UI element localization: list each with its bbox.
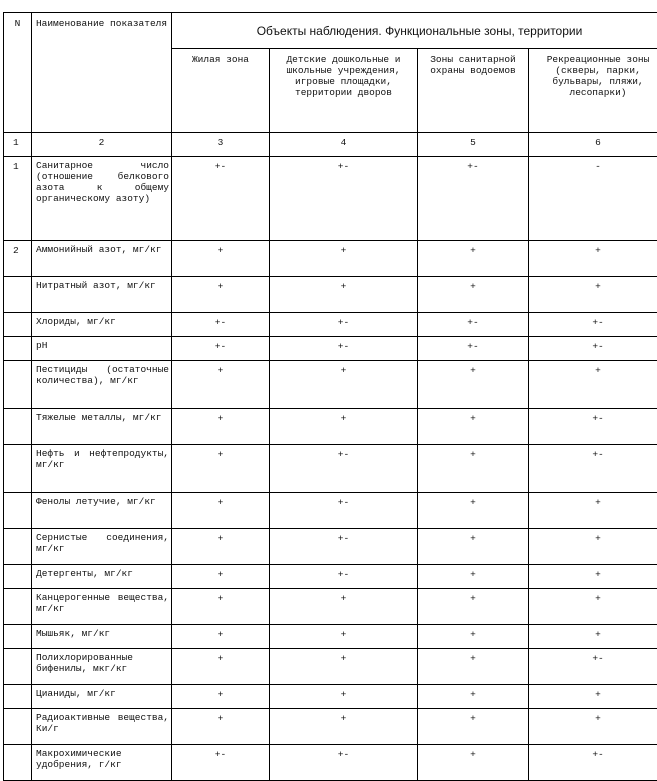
- table-row: [4, 565, 657, 589]
- table-row: [4, 277, 657, 313]
- zone-value: +-: [172, 337, 270, 361]
- row-number: [4, 529, 32, 565]
- zone-value: +: [529, 277, 657, 313]
- indicators-table: [3, 12, 657, 781]
- table-row: [4, 337, 657, 361]
- zone-value: +: [418, 565, 529, 589]
- header-zone-recreation: Рекреационные зоны (скверы, парки, бульвары, пляжи, лесопарки): [529, 49, 657, 133]
- zone-value: +-: [172, 313, 270, 337]
- zone-value: +-: [270, 529, 418, 565]
- zone-value: +: [418, 445, 529, 493]
- indicator-name: Полихлорированные бифенилы, мкг/кг: [32, 649, 172, 685]
- zone-value: +: [418, 625, 529, 649]
- zone-value: +: [172, 361, 270, 409]
- column-number: 1: [4, 133, 32, 157]
- row-number: [4, 589, 32, 625]
- column-number-row: [4, 133, 657, 157]
- zone-value: +: [172, 409, 270, 445]
- column-number: 3: [172, 133, 270, 157]
- row-number: [4, 565, 32, 589]
- column-number: 4: [270, 133, 418, 157]
- header-n-cell: N: [4, 13, 32, 133]
- zone-value: +: [529, 565, 657, 589]
- zone-value: +: [270, 409, 418, 445]
- indicator-name: Хлориды, мг/кг: [32, 313, 172, 337]
- indicator-name: Нефть и нефтепродукты, мг/кг: [32, 445, 172, 493]
- zone-value: -: [529, 157, 657, 241]
- row-number: 1: [4, 157, 32, 241]
- zone-value: +-: [529, 313, 657, 337]
- zone-value: +: [418, 709, 529, 745]
- header-name-cell: Наименование показателя: [32, 13, 172, 133]
- indicator-name: Цианиды, мг/кг: [32, 685, 172, 709]
- table-row: [4, 493, 657, 529]
- row-number: [4, 361, 32, 409]
- row-number: [4, 709, 32, 745]
- indicator-name: Аммонийный азот, мг/кг: [32, 241, 172, 277]
- table-row: [4, 409, 657, 445]
- zone-value: +-: [270, 337, 418, 361]
- indicator-name: Макрохимические удобрения, г/кг: [32, 745, 172, 781]
- table-row: [4, 157, 657, 241]
- zone-value: +: [172, 625, 270, 649]
- zone-value: +-: [529, 337, 657, 361]
- zone-value: +: [172, 445, 270, 493]
- zone-value: +: [529, 529, 657, 565]
- row-number: [4, 445, 32, 493]
- indicator-name: Санитарное число (отношение белкового азота к общему органическому азоту): [32, 157, 172, 241]
- zone-value: +: [270, 649, 418, 685]
- zone-value: +: [172, 709, 270, 745]
- indicator-name: Мышьяк, мг/кг: [32, 625, 172, 649]
- row-number: [4, 625, 32, 649]
- zone-value: +: [270, 361, 418, 409]
- zone-value: +: [529, 589, 657, 625]
- zone-value: +: [172, 277, 270, 313]
- zone-value: +: [172, 565, 270, 589]
- document-page: [3, 12, 657, 781]
- indicator-name: Канцерогенные вещества, мг/кг: [32, 589, 172, 625]
- zone-value: +-: [172, 745, 270, 781]
- zone-value: +-: [529, 409, 657, 445]
- zone-value: +-: [270, 313, 418, 337]
- zone-value: +-: [270, 157, 418, 241]
- row-number: [4, 409, 32, 445]
- zone-value: +: [270, 625, 418, 649]
- zone-value: +-: [529, 649, 657, 685]
- zone-value: +: [529, 493, 657, 529]
- table-row: [4, 625, 657, 649]
- indicator-name: Радиоактивные вещества, Ки/г: [32, 709, 172, 745]
- row-number: [4, 649, 32, 685]
- table-row: [4, 649, 657, 685]
- zone-value: +: [529, 709, 657, 745]
- zone-value: +-: [418, 157, 529, 241]
- zone-value: +: [270, 709, 418, 745]
- zone-value: +-: [270, 565, 418, 589]
- zone-value: +: [270, 589, 418, 625]
- zone-value: +: [418, 361, 529, 409]
- zone-value: +: [418, 589, 529, 625]
- zone-value: +: [529, 625, 657, 649]
- column-number: 6: [529, 133, 657, 157]
- zone-value: +: [418, 745, 529, 781]
- indicator-name: Детергенты, мг/кг: [32, 565, 172, 589]
- zone-value: +: [529, 361, 657, 409]
- column-number: 2: [32, 133, 172, 157]
- zone-value: +: [270, 685, 418, 709]
- zone-value: +: [172, 529, 270, 565]
- zone-value: +: [172, 493, 270, 529]
- indicator-name: Сернистые соединения, мг/кг: [32, 529, 172, 565]
- zone-value: +: [418, 529, 529, 565]
- zone-value: +: [270, 277, 418, 313]
- header-row-top: [4, 13, 657, 49]
- zone-value: +-: [529, 445, 657, 493]
- indicator-name: Пестициды (остаточные количества), мг/кг: [32, 361, 172, 409]
- zone-value: +-: [529, 745, 657, 781]
- row-number: [4, 493, 32, 529]
- zone-value: +: [418, 493, 529, 529]
- zone-value: +: [418, 649, 529, 685]
- zone-value: +: [418, 241, 529, 277]
- table-row: [4, 313, 657, 337]
- row-number: [4, 313, 32, 337]
- table-row: [4, 745, 657, 781]
- table-row: [4, 709, 657, 745]
- indicator-name: Нитратный азот, мг/кг: [32, 277, 172, 313]
- indicator-name: Тяжелые металлы, мг/кг: [32, 409, 172, 445]
- zone-value: +: [172, 685, 270, 709]
- table-row: [4, 361, 657, 409]
- row-number: [4, 277, 32, 313]
- header-zone-children: Детские дошкольные и школьные учреждения, игровые площадки, территории дворов: [270, 49, 418, 133]
- indicator-name: pH: [32, 337, 172, 361]
- table-row: [4, 529, 657, 565]
- table-row: [4, 685, 657, 709]
- header-zone-residential: Жилая зона: [172, 49, 270, 133]
- row-number: [4, 745, 32, 781]
- row-number: [4, 337, 32, 361]
- column-number: 5: [418, 133, 529, 157]
- zone-value: +-: [418, 337, 529, 361]
- zone-value: +: [418, 277, 529, 313]
- zone-value: +-: [172, 157, 270, 241]
- zone-value: +: [529, 685, 657, 709]
- zone-value: +: [172, 589, 270, 625]
- zone-value: +-: [270, 445, 418, 493]
- row-number: 2: [4, 241, 32, 277]
- zone-value: +: [529, 241, 657, 277]
- zone-value: +: [172, 649, 270, 685]
- zone-value: +-: [418, 313, 529, 337]
- header-group-cell: Объекты наблюдения. Функциональные зоны, территории: [172, 13, 657, 49]
- zone-value: +-: [270, 493, 418, 529]
- row-number: [4, 685, 32, 709]
- zone-value: +: [418, 685, 529, 709]
- zone-value: +: [418, 409, 529, 445]
- zone-value: +: [270, 241, 418, 277]
- table-row: [4, 589, 657, 625]
- zone-value: +-: [270, 745, 418, 781]
- zone-value: +: [172, 241, 270, 277]
- indicator-name: Фенолы летучие, мг/кг: [32, 493, 172, 529]
- table-row: [4, 241, 657, 277]
- table-row: [4, 445, 657, 493]
- header-zone-water: Зоны санитарной охраны водоемов: [418, 49, 529, 133]
